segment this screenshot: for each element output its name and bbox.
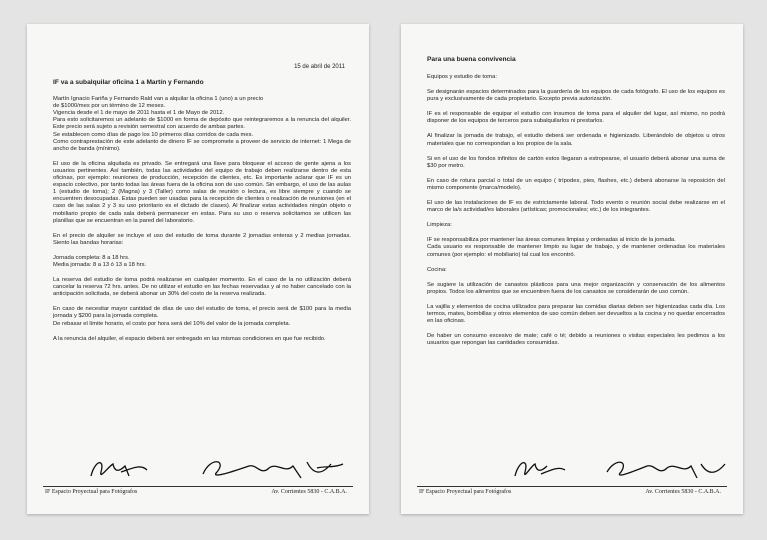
section-heading-equipment: Equipos y estudio de toma: xyxy=(427,74,497,80)
intro-line: Para esto solicitaremos un adelanto de $1000 en forma de depósito que reintegraremos a la renuncia del alquiler. Este precio será sujeto a revisión semestral con acuerdo de ambas partes. xyxy=(53,117,351,131)
document-date: 15 de abril de 2011 xyxy=(294,64,345,70)
intro-line: Martín Ignacio Fariña y Fernando Rald van a alquilar la oficina 1 (uno) a un precio xyxy=(53,96,264,103)
intro-line: Se establecen como días de pago los 10 primeros días corridos de cada mes. xyxy=(53,131,254,138)
cleaning-line: Cada usuario es responsable de mantener limpio su lugar de trabajo, y de mantener ordenadas los materiales comunes (por ejemplo: el mobiliario) tal cual los encontró. xyxy=(427,244,725,258)
intro-line: de $1000/mes por un término de 12 meses. xyxy=(53,103,166,110)
signature-1-icon xyxy=(85,454,155,484)
signature-2-icon xyxy=(197,454,347,484)
intro-line: Como contraprestación de este adelanto de dinero IF se compromete a proveer de servicio de internet: 1 Mega de ancho de banda (mínimo). xyxy=(53,138,351,152)
signature-2-icon xyxy=(601,454,731,484)
schedule-block xyxy=(53,255,351,269)
cleaning-block xyxy=(427,237,725,258)
extra-line: En caso de necesitar mayor cantidad de días de uso del estudio de toma, el precio será de $100 para la media jornada y $200 para la jornada completa. xyxy=(53,306,351,320)
kitchen-paragraph: La vajilla y elementos de cocina utilizados para preparar las comidas diarias deben ser higienizadas cada día. Los termos, mates, bombillas y otros elementos de uso común deben ser devueltos a la cocina y no quedar encerrados en las oficinas. xyxy=(427,303,725,325)
price-paragraph: En el precio de alquiler se incluye el uso del estudio de toma durante 2 jornadas enteras y 2 medias jornadas. Siento las bandas horarias: xyxy=(53,232,351,246)
equipment-paragraph: Se designarán espacios determinados para la guardería de los equipos de cada fotógrafo. El uso de los equipos es pura y exclusivamente de cada propietario. Excepto previa autorización. xyxy=(427,89,725,103)
equipment-paragraph: IF es el responsable de equipar el estudio con insumos de toma para el alquiler del lugar, así mismo, no podrá disponer de los equipos de terceros para subalquilarlos ni prestarlos. xyxy=(427,111,725,125)
intro-block xyxy=(53,96,351,153)
full-day-line: Jornada completa: 8 a 18 hrs. xyxy=(53,254,130,261)
equipment-paragraph: En caso de rotura parcial o total de un equipo ( trípodes, pies, flashes, etc.) deberá abonarse la reposición del mismo componente (marca/modelo). xyxy=(427,177,725,191)
section-heading-cleaning: Limpieza: xyxy=(427,222,452,229)
extra-line: De rebasar el límite horario, el costo por hora será del 10% del valor de la jornada completa. xyxy=(53,320,291,327)
signature-1-icon xyxy=(509,454,569,484)
half-day-line: Media jornada: 8 a 13 ó 13 a 18 hrs. xyxy=(53,261,147,268)
footer-organization: IF Espacio Proyectual para Fotógrafos xyxy=(45,489,138,495)
footer-organization: IF Espacio Proyectual para Fotógrafos xyxy=(419,489,512,495)
cleaning-line: IF se responsabiliza por mantener las áreas comunes limpias y ordenadas al inicio de la jornada. xyxy=(427,237,676,244)
footer-rule xyxy=(43,486,353,487)
equipment-paragraph: Al finalizar la jornada de trabajo, el estudio deberá ser ordenada e higienizado. Liberándolo de objetos u otros materiales que no correspondan a los propios de la sala. xyxy=(427,133,725,147)
footer-address: Av. Corrientes 5830 - C.A.B.A. xyxy=(645,489,721,495)
closing-paragraph: A la renuncia del alquiler, el espacio deberá ser entregado en las mismas condiciones en que fue recibido. xyxy=(53,335,326,342)
left-document-page xyxy=(27,24,369,514)
equipment-paragraph: El uso de las instalaciones de IF es de estrictamente laboral. Todo evento o reunión social debe realizarse en el marco de la/s actividad/es laborales (artísticas; promocionales; etc.) de los integrantes. xyxy=(427,200,725,214)
footer-rule xyxy=(417,486,727,487)
equipment-paragraph: Si en el uso de los fondos infinitos de cartón estos llegaran a estropearse, el usuario deberá abonar una suma de $30 por metro. xyxy=(427,155,725,169)
footer-address: Av. Corrientes 5830 - C.A.B.A. xyxy=(271,489,347,495)
signatures-area xyxy=(451,454,723,484)
kitchen-paragraph: De haber un consumo excesivo de mate; café o té; debido a reuniones o visitas especiales les pedimos a los usuarios que repongan las cantidades consumidas. xyxy=(427,333,725,347)
intro-line: Vigencia desde el 1 de mayo de 2011 hasta el 1 de Mayo de 2012. xyxy=(53,110,225,117)
right-document-page xyxy=(401,24,743,514)
signatures-area xyxy=(77,454,349,484)
extra-days-block xyxy=(53,306,351,327)
document-title: Para una buena convivencia xyxy=(427,56,516,63)
left-page-content xyxy=(53,64,351,351)
document-title: IF va a subalquilar oficina 1 a Martín y Fernando xyxy=(53,79,204,87)
reserve-paragraph: La reserva del estudio de toma podrá realizarse en cualquier momento. En el caso de la no utilización deberá cancelar la reserva 72 hrs. antes. De no utilizar el estudio en las fechas reservadas y al no haber cancelado con la anticipación solicitada, se deberá abonar un 30% del costo de la reserva realizada. xyxy=(53,277,351,298)
section-heading-kitchen: Cocina: xyxy=(427,266,447,273)
use-paragraph: El uso de la oficina alquilada es privado. Se entregará una llave para bloquear el acceso de gente ajena a los usuarios pertinentes. Así también, todas las actividades del equipo de trabajo deben realizarse dentro de esta oficinas, por ejemplo: reuniones de producción, recepción de clientes, etc. Es importante aclarar que IF es un espacio colectivo, por tanto todas las áreas fuera de la oficina son de uso común. Sin embargo, el uso de las aulas 1 (estudio de toma); 2 (Magna) y 3 (Taller) como salas de reunión o lectura, es libre siempre y cuando se encuentren desocupadas. Estas pueden ser usadas para la recepción de clientes o realización de reuniones (en el caso de las salas 2 y 3 su uso prioritario es el dictado de clases). Al finalizar estas actividades ningún objeto o mobiliario propio de cada sala deberá permanecer en estas. Para su uso o reserva solicitamos se utilicen las planillas que se encuentran en la pared del laboratorio. xyxy=(53,160,351,224)
kitchen-paragraph: Se sugiere la utilización de canastos plásticos para una mejor organización y conservación de los alimentos propios. Todos los alimentos que se encuentren fuera de los canastos se considerarán de uso común. xyxy=(427,281,725,295)
right-page-content xyxy=(427,56,725,355)
